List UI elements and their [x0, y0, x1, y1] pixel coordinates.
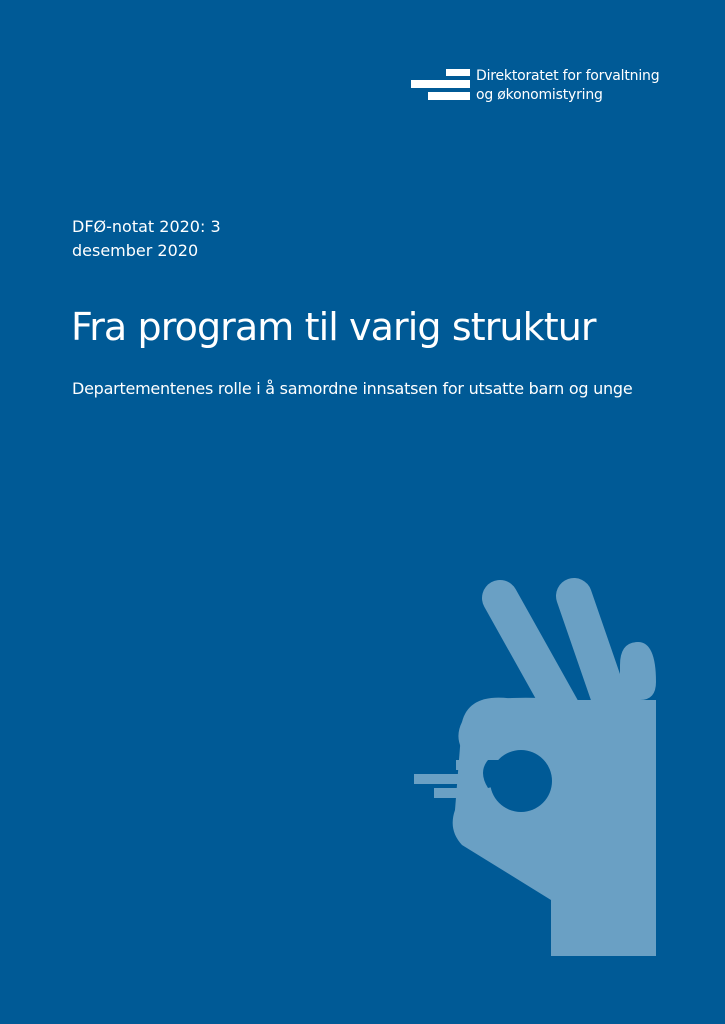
logo-line-1: Direktoratet for forvaltning — [476, 68, 660, 84]
page-title: Fra program til varig struktur — [71, 305, 596, 349]
report-series: DFØ-notat 2020: 3 — [72, 217, 221, 236]
logo-line-2: og økonomistyring — [476, 87, 603, 103]
report-date: desember 2020 — [72, 241, 199, 260]
page-subtitle: Departementenes rolle i å samordne innsatsen for utsatte barn og unge — [72, 379, 633, 398]
